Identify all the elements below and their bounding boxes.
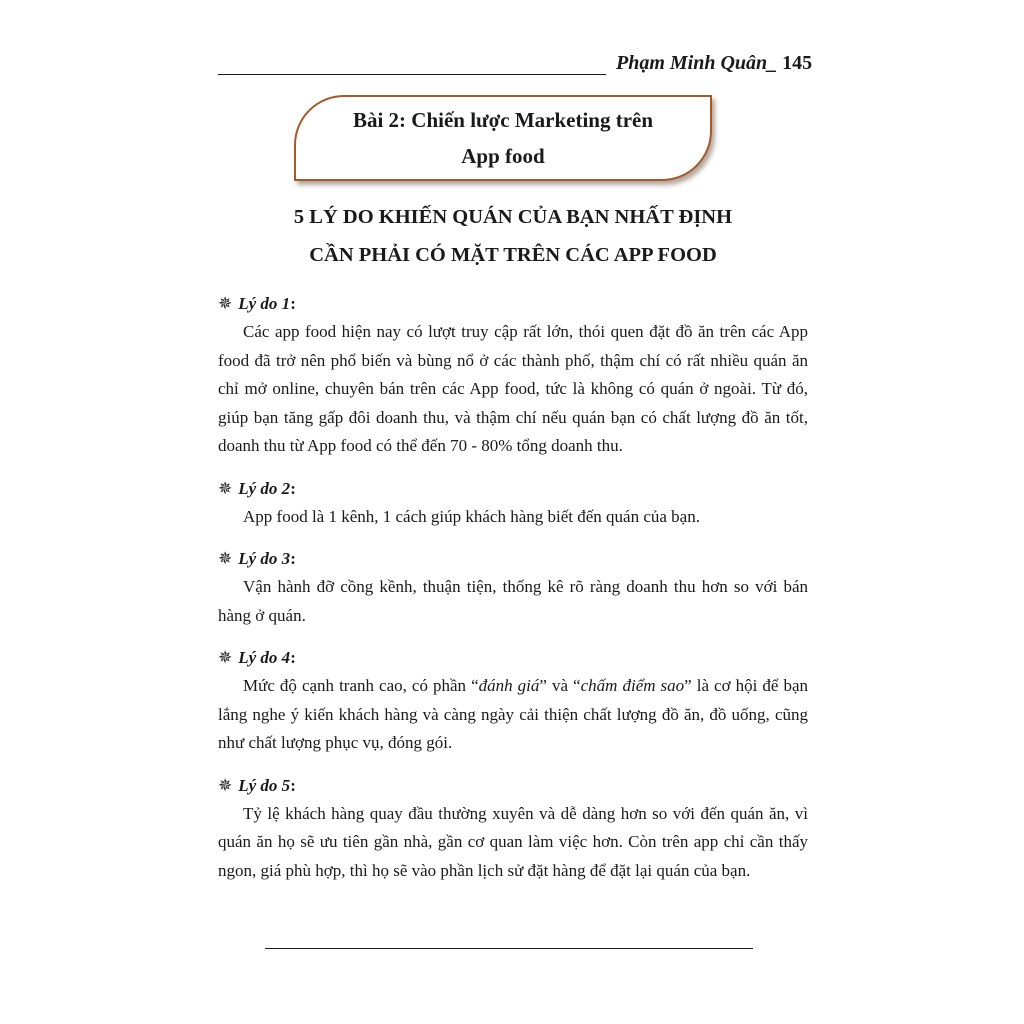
reason-1 bbox=[218, 290, 808, 461]
page-number: 145 bbox=[782, 52, 813, 74]
emphasis-cham-diem-sao: chấm điểm sao bbox=[580, 676, 685, 695]
emphasis-danh-gia: đánh giá bbox=[478, 676, 540, 695]
section-heading-line-2: CẦN PHẢI CÓ MẶT TRÊN CÁC APP FOOD bbox=[309, 244, 717, 266]
reason-2-label: Lý do 2 bbox=[238, 478, 291, 498]
reason-4-label: Lý do 4 bbox=[238, 648, 291, 667]
reason-3 bbox=[218, 545, 808, 630]
footer-rule bbox=[265, 948, 753, 949]
reason-5-label: Lý do 5 bbox=[238, 775, 291, 795]
running-header bbox=[616, 52, 812, 75]
star-bullet-icon: ✵ bbox=[218, 775, 233, 796]
star-bullet-icon: ✵ bbox=[218, 294, 233, 314]
reason-4-title: ✵ Lý do 4 : bbox=[218, 644, 808, 672]
star-bullet-icon: ✵ bbox=[218, 648, 233, 668]
reason-1-label: Lý do 1 bbox=[238, 294, 291, 313]
reason-2-title: ✵ Lý do 2 : bbox=[218, 475, 808, 503]
reason-3-title: ✵ Lý do 3 : bbox=[218, 545, 808, 573]
reason-3-label: Lý do 3 bbox=[238, 549, 291, 568]
author-name: Phạm Minh Quân_ bbox=[616, 52, 778, 74]
reason-3-body: Vận hành đỡ cồng kềnh, thuận tiện, thống kê rõ ràng doanh thu hơn so với bán hàng ở quán. bbox=[218, 577, 808, 625]
reason-5-body: Tỷ lệ khách hàng quay đầu thường xuyên và dễ dàng hơn so với đến quán ăn, vì quán ăn họ sẽ ưu tiên gần nhà, gần cơ quan làm việc hơn. Còn trên app chỉ cần thấy ngon, giá phù hợp, thì họ sẽ vào phần lịch sử đặt hàng để đặt lại quán của bạn. bbox=[218, 803, 808, 880]
header-rule bbox=[218, 74, 606, 75]
reason-5-title: ✵ Lý do 5 : bbox=[218, 772, 808, 800]
reasons-list bbox=[218, 290, 808, 899]
reason-1-title: ✵ Lý do 1 : bbox=[218, 290, 808, 318]
lesson-title-line-2: App food bbox=[461, 144, 545, 168]
reason-5 bbox=[218, 772, 808, 886]
reason-4 bbox=[218, 644, 808, 758]
reason-1-body: Các app food hiện nay có lượt truy cập rất lớn, thói quen đặt đồ ăn trên các App food đã trở nên phổ biến và bùng nổ ở các thành phố, thậm chí có rất nhiều quán ăn chỉ mở online, chuyên bán trên các App food, tức là không có quán ở ngoài. Từ đó, giúp bạn tăng gấp đôi doanh thu, và thậm chí nếu quán bạn có chất lượng đồ ăn tốt, doanh thu từ App food có thể đến 70 - 80% tổng doanh thu. bbox=[218, 322, 808, 455]
reason-2 bbox=[218, 475, 808, 532]
star-bullet-icon: ✵ bbox=[218, 549, 233, 569]
lesson-title-box bbox=[294, 95, 712, 181]
section-heading-line-1: 5 LÝ DO KHIẾN QUÁN CỦA BẠN NHẤT ĐỊNH bbox=[293, 206, 733, 228]
reason-4-body: Mức độ cạnh tranh cao, có phần “đánh giá” và “chấm điểm sao” là cơ hội để bạn lắng nghe ý kiến khách hàng và càng ngày cải thiện chất lượng đồ ăn, đồ uống, cũng như chất lượng phục vụ, đóng gói. bbox=[218, 676, 809, 752]
star-bullet-icon: ✵ bbox=[218, 478, 233, 499]
lesson-title-line-1: Bài 2: Chiến lược Marketing trên bbox=[352, 108, 654, 132]
reason-2-body: App food là 1 kênh, 1 cách giúp khách hàng biết đến quán của bạn. bbox=[243, 506, 700, 526]
